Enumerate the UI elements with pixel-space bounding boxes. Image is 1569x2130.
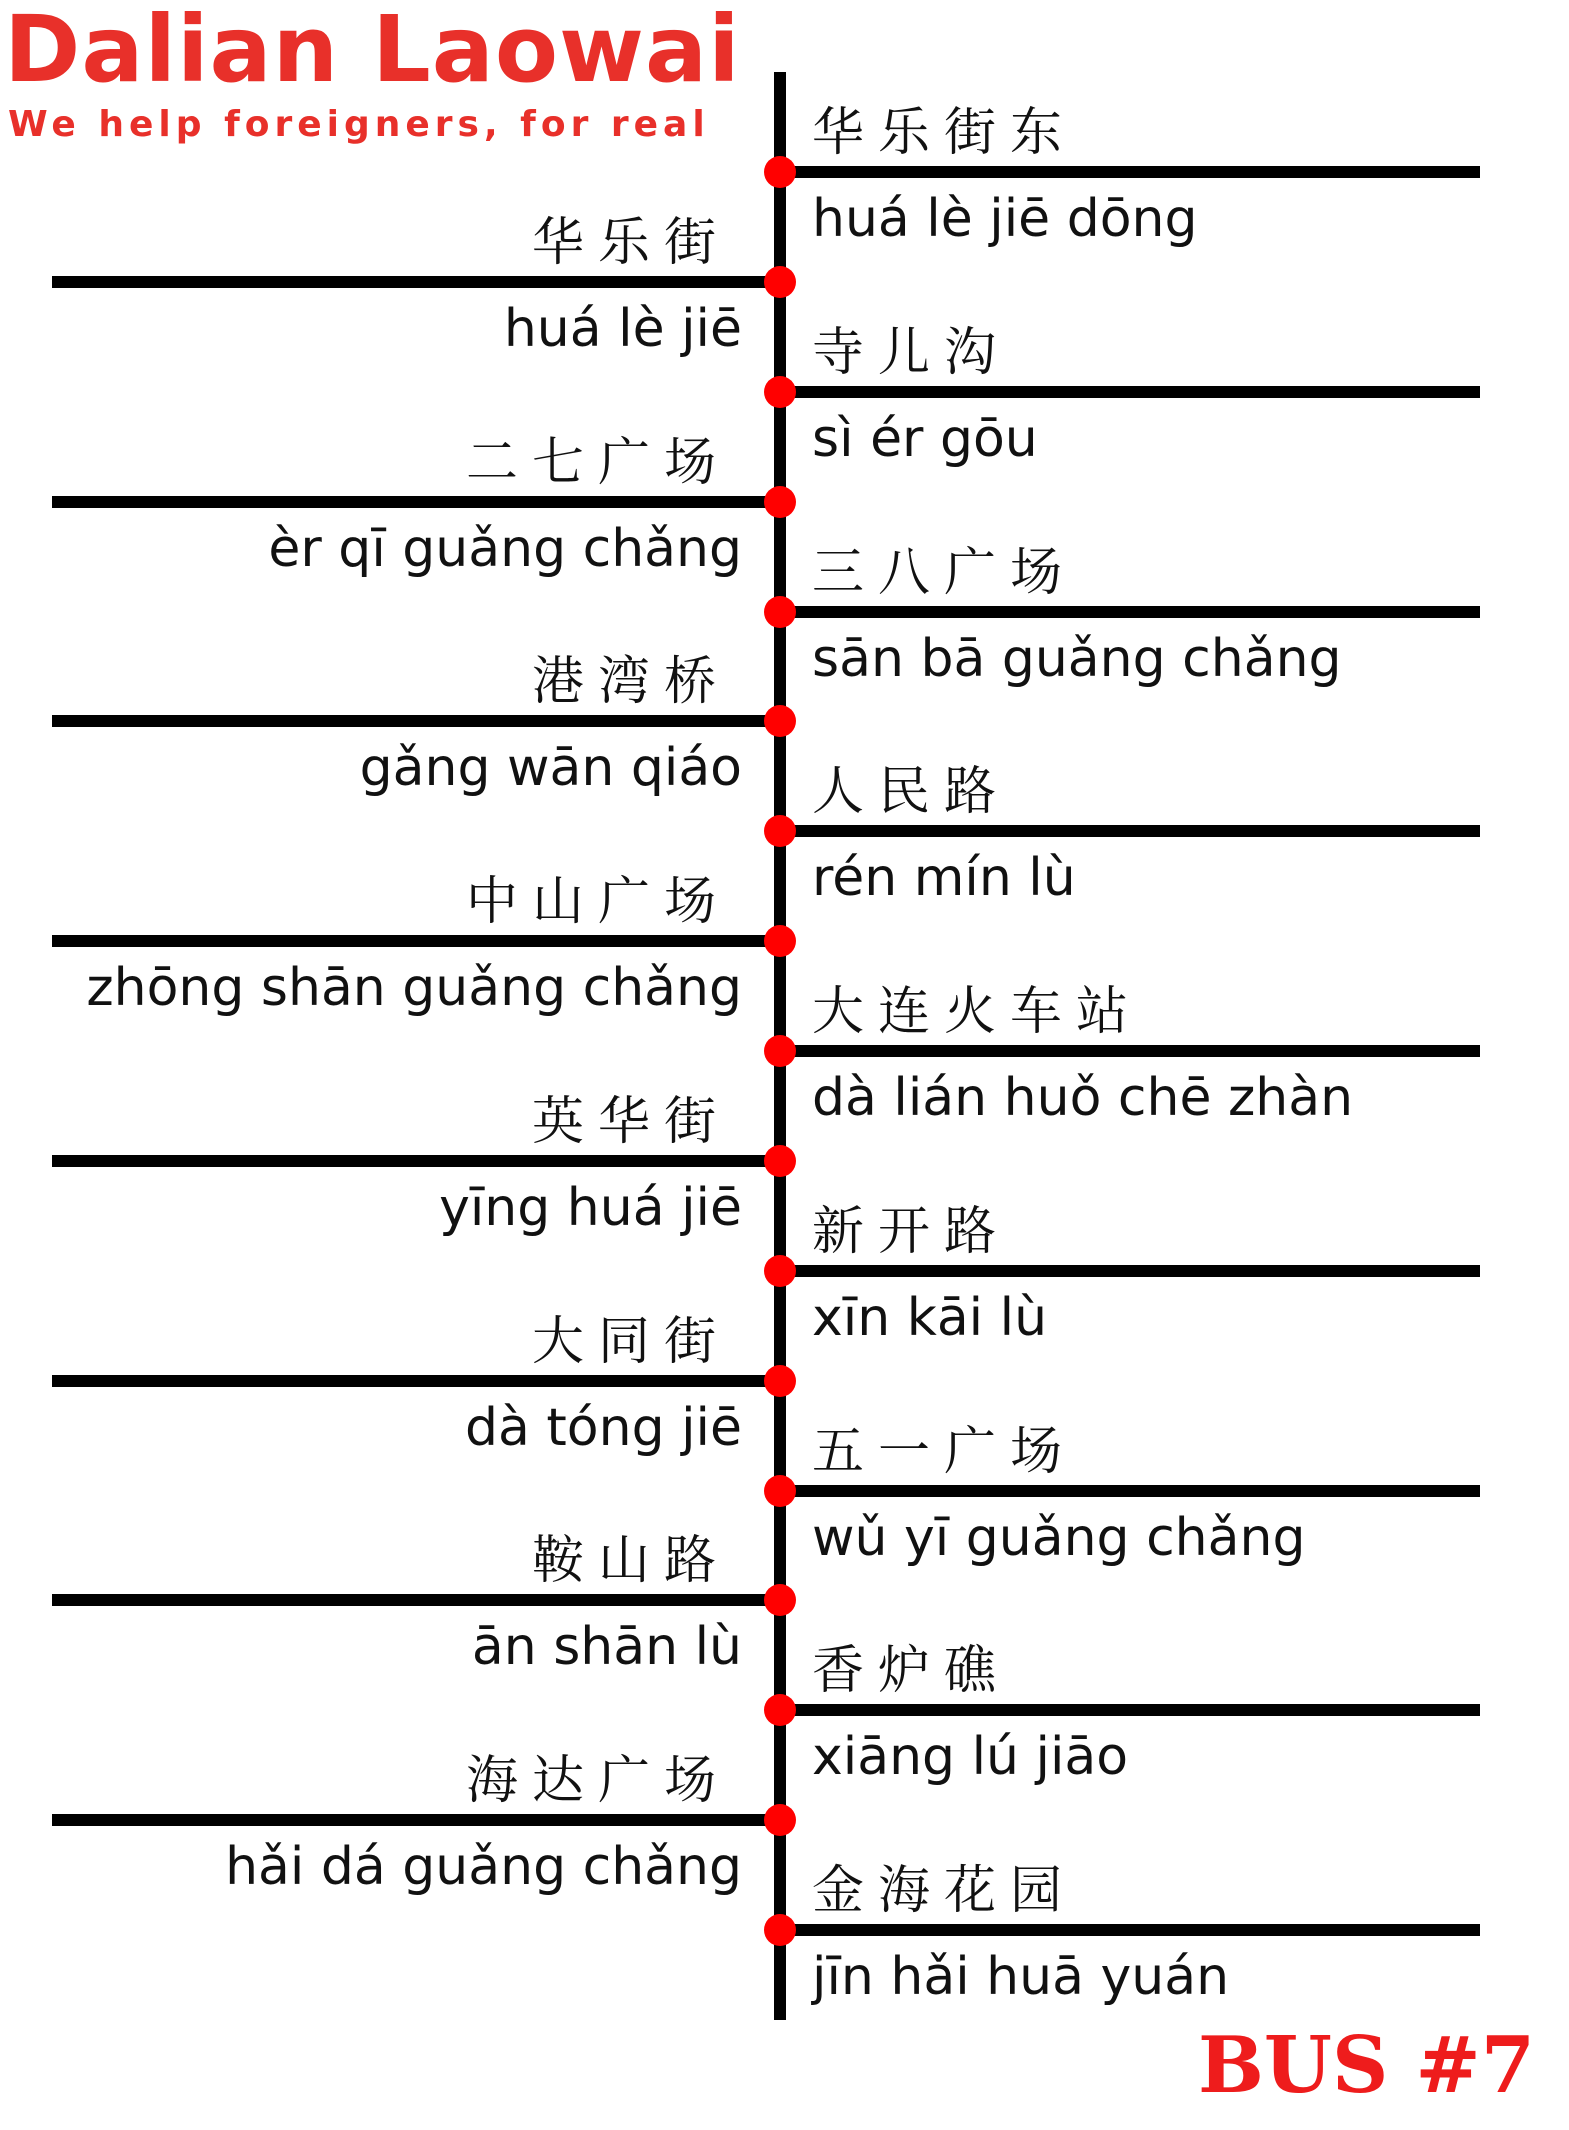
stop-dot	[764, 1584, 796, 1616]
stop-name-pinyin: gǎng wān qiáo	[359, 738, 742, 798]
stop-name-pinyin: dà lián huǒ chē zhàn	[812, 1068, 1354, 1128]
stop-name-pinyin: dà tóng jiē	[465, 1398, 742, 1458]
bus-number-label: BUS #7	[1198, 2020, 1536, 2111]
stop-dot	[764, 1475, 796, 1507]
stop-dot	[764, 376, 796, 408]
stop-name-pinyin: rén mín lù	[812, 848, 1076, 908]
stop-name-pinyin: xīn kāi lù	[812, 1288, 1048, 1348]
stop-name-hanzi: 港湾桥	[531, 652, 730, 712]
stop-name-pinyin: xiāng lú jiāo	[812, 1727, 1129, 1787]
stop-dot	[764, 1035, 796, 1067]
stop-dot	[764, 925, 796, 957]
stop-name-hanzi: 香炉礁	[812, 1641, 1011, 1701]
stop-name-pinyin: sì ér gōu	[812, 409, 1038, 469]
stop-name-hanzi: 三八广场	[812, 543, 1077, 603]
stop-name-hanzi: 华乐街东	[812, 103, 1077, 163]
stop-name-hanzi: 二七广场	[465, 433, 730, 493]
stop-dot	[764, 596, 796, 628]
stop-name-hanzi: 新开路	[812, 1202, 1011, 1262]
stop-name-hanzi: 中山广场	[465, 872, 730, 932]
stop-name-pinyin: zhōng shān guǎng chǎng	[86, 958, 742, 1018]
stop-name-hanzi: 金海花园	[812, 1861, 1077, 1921]
stop-name-pinyin: èr qī guǎng chǎng	[268, 519, 742, 579]
stop-name-hanzi: 大连火车站	[812, 982, 1143, 1042]
stop-name-hanzi: 海达广场	[465, 1751, 730, 1811]
stop-dot	[764, 705, 796, 737]
stop-name-pinyin: yīng huá jiē	[439, 1178, 742, 1238]
stop-name-hanzi: 英华街	[531, 1092, 730, 1152]
stop-name-pinyin: ān shān lù	[471, 1617, 742, 1677]
stop-name-pinyin: sān bā guǎng chǎng	[812, 629, 1342, 689]
stop-name-hanzi: 人民路	[812, 762, 1011, 822]
stop-dot	[764, 1914, 796, 1946]
stop-name-hanzi: 寺儿沟	[812, 323, 1011, 383]
stop-name-pinyin: hǎi dá guǎng chǎng	[225, 1837, 742, 1897]
stop-dot	[764, 156, 796, 188]
stop-name-pinyin: jīn hǎi huā yuán	[812, 1947, 1230, 2007]
stop-name-hanzi: 五一广场	[812, 1422, 1077, 1482]
stop-dot	[764, 1255, 796, 1287]
stop-name-pinyin: wǔ yī guǎng chǎng	[812, 1508, 1306, 1568]
stop-dot	[764, 815, 796, 847]
brand-tagline: We help foreigners, for real	[8, 104, 710, 145]
stop-name-pinyin: huá lè jiē dōng	[812, 189, 1198, 249]
stop-dot	[764, 1365, 796, 1397]
stop-dot	[764, 266, 796, 298]
stop-name-pinyin: huá lè jiē	[503, 299, 742, 359]
stop-name-hanzi: 大同街	[531, 1312, 730, 1372]
stop-name-hanzi: 华乐街	[531, 213, 730, 273]
stop-dot	[764, 1694, 796, 1726]
brand-title: Dalian Laowai	[4, 0, 741, 103]
stop-dot	[764, 1804, 796, 1836]
stop-name-hanzi: 鞍山路	[531, 1531, 730, 1591]
stop-dot	[764, 1145, 796, 1177]
stop-dot	[764, 486, 796, 518]
